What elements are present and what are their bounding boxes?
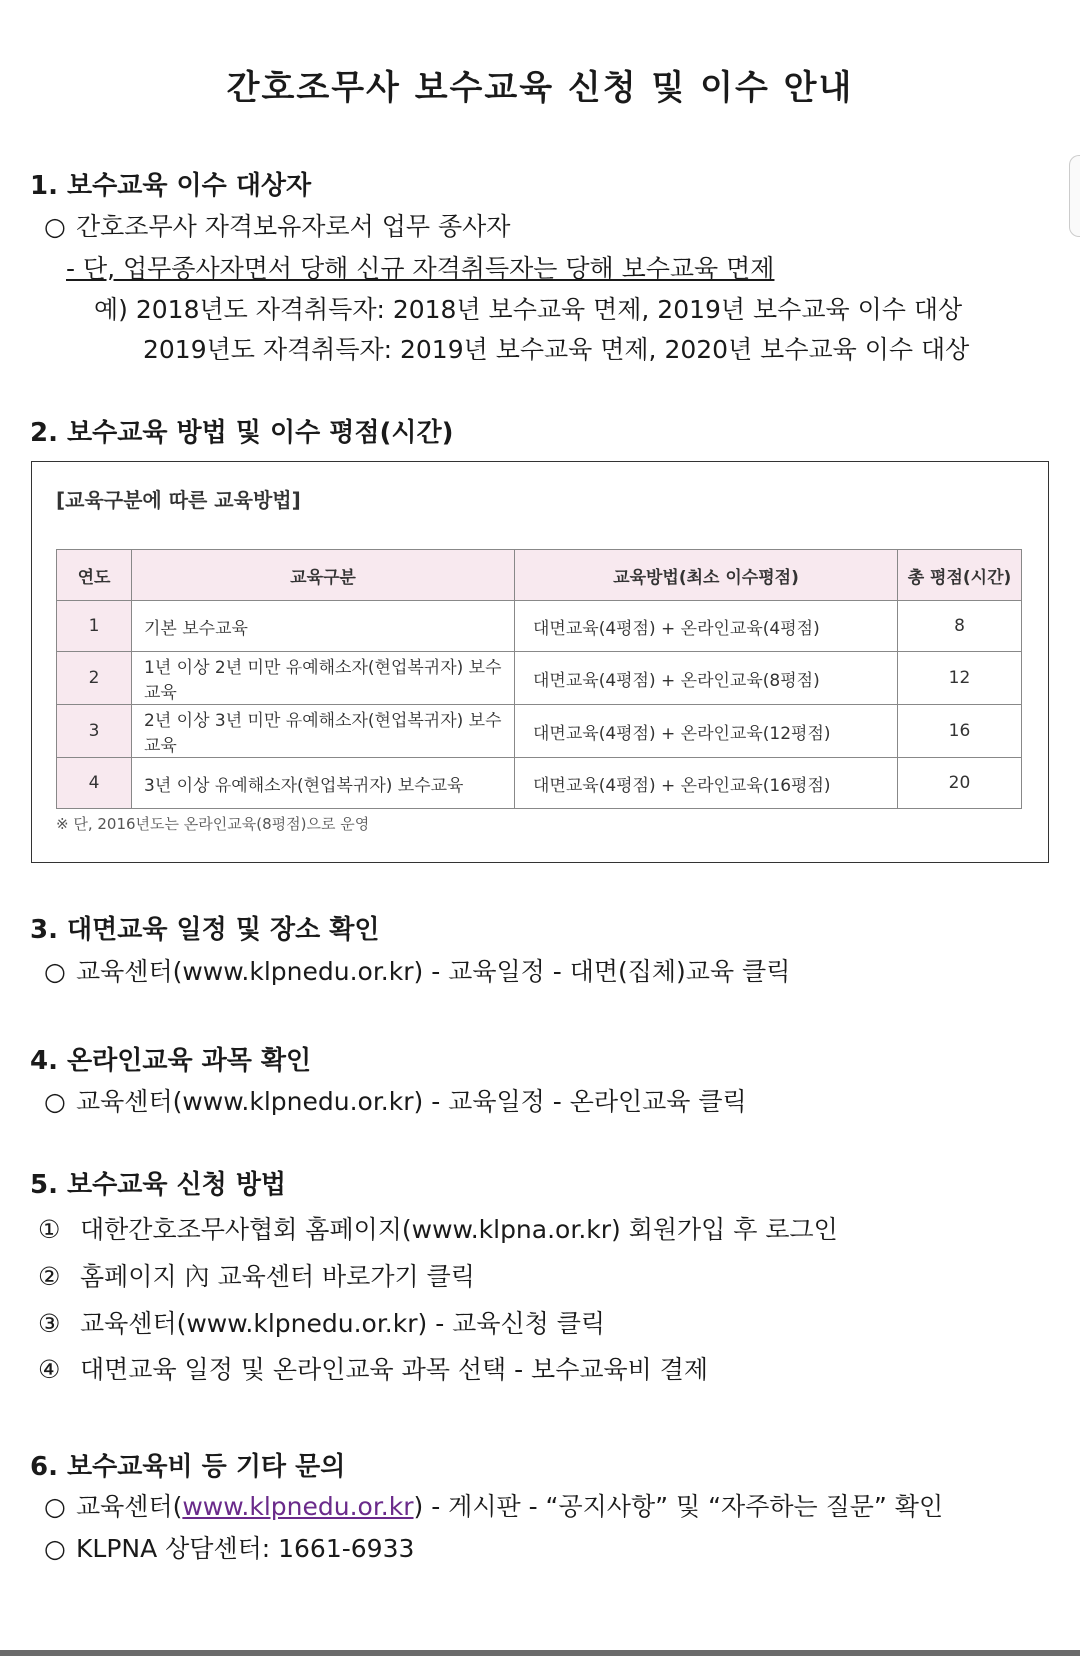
table-row [57,601,1022,652]
step-text: 대면교육 일정 및 온라인교육 과목 선택 - 보수교육비 결제 [80,1355,709,1384]
s6-line-1-suffix: ) - 게시판 - “공지사항” 및 “자주하는 질문” 확인 [413,1492,944,1521]
s5-step-3 [38,1304,605,1340]
step-number: ② [38,1262,61,1291]
bullet: ○ [44,957,66,986]
cell-year: 4 [57,758,132,809]
education-center-link[interactable]: www.klpnedu.or.kr [182,1492,414,1521]
table-row [57,705,1022,758]
step-number: ④ [38,1355,61,1384]
s6-line-1-prefix: 교육센터( [76,1492,183,1521]
cell-category: 2년 이상 3년 미만 유예해소자(현업복귀자) 보수교육 [132,705,515,758]
section-1-heading: 1. 보수교육 이수 대상자 [30,171,312,201]
bullet: ○ [44,1534,66,1563]
table-footnote: ※ 단, 2016년도는 온라인교육(8평점)으로 운영 [56,815,370,833]
section-3-heading: 3. 대면교육 일정 및 장소 확인 [30,915,380,945]
s5-step-4 [38,1350,708,1386]
cell-category: 1년 이상 2년 미만 유예해소자(현업복귀자) 보수교육 [132,652,515,705]
cell-method: 대면교육(4평점) + 온라인교육(12평점) [515,705,898,758]
step-number: ① [38,1215,61,1244]
cell-total: 8 [898,601,1022,652]
step-text: 대한간호조무사협회 홈페이지(www.klpna.or.kr) 회원가입 후 로그인 [80,1215,838,1244]
s1-example-2: 2019년도 자격취득자: 2019년 보수교육 면제, 2020년 보수교육 이수 대상 [143,335,970,364]
education-method-box [31,461,1049,863]
page-title: 간호조무사 보수교육 신청 및 이수 안내 [226,68,854,108]
cell-method: 대면교육(4평점) + 온라인교육(8평점) [515,652,898,705]
bullet: ○ [44,1492,66,1521]
section-6-heading: 6. 보수교육비 등 기타 문의 [30,1452,346,1482]
cell-year: 3 [57,705,132,758]
section-4-heading: 4. 온라인교육 과목 확인 [30,1046,312,1076]
bullet: ○ [44,1087,66,1116]
table-row [57,758,1022,809]
cell-total: 20 [898,758,1022,809]
table-caption: [교육구분에 따른 교육방법] [56,488,301,512]
s1-line-1-text: 간호조무사 자격보유자로서 업무 종사자 [76,212,511,241]
s1-line-1 [44,207,510,243]
s3-line-1 [44,952,790,988]
cell-category: 3년 이상 유예해소자(현업복귀자) 보수교육 [132,758,515,809]
table-row [57,652,1022,705]
s4-line-1-text: 교육센터(www.klpnedu.or.kr) - 교육일정 - 온라인교육 클릭 [76,1087,747,1116]
step-text: 홈페이지 內 교육센터 바로가기 클릭 [80,1262,475,1291]
s1-example-1: 예) 2018년도 자격취득자: 2018년 보수교육 면제, 2019년 보수교육 이수 대상 [94,295,963,324]
s6-line-2-text: KLPNA 상담센터: 1661-6933 [76,1534,415,1563]
header-category: 교육구분 [132,550,515,601]
s5-step-2 [38,1257,475,1293]
cell-total: 12 [898,652,1022,705]
bullet: ○ [44,212,66,241]
cell-method: 대면교육(4평점) + 온라인교육(16평점) [515,758,898,809]
section-2-heading: 2. 보수교육 방법 및 이수 평점(시간) [30,418,454,448]
s1-exception-note: - 단, 업무종사자면서 당해 신규 자격취득자는 당해 보수교육 면제 [66,254,775,283]
cell-year: 2 [57,652,132,705]
bottom-divider [0,1650,1080,1656]
s3-line-1-text: 교육센터(www.klpnedu.or.kr) - 교육일정 - 대면(집체)교육 클릭 [76,957,791,986]
s6-line-2 [44,1529,414,1565]
s6-line-1 [44,1487,943,1523]
step-number: ③ [38,1309,61,1338]
step-text: 교육센터(www.klpnedu.or.kr) - 교육신청 클릭 [80,1309,606,1338]
header-total: 총 평점(시간) [898,550,1022,601]
table-header-row [57,550,1022,601]
header-method: 교육방법(최소 이수평점) [515,550,898,601]
header-year: 연도 [57,550,132,601]
cell-method: 대면교육(4평점) + 온라인교육(4평점) [515,601,898,652]
cell-total: 16 [898,705,1022,758]
education-table [56,549,1022,809]
cell-year: 1 [57,601,132,652]
section-5-heading: 5. 보수교육 신청 방법 [30,1170,287,1200]
s5-step-1 [38,1210,838,1246]
scroll-indicator[interactable] [1069,155,1080,237]
cell-category: 기본 보수교육 [132,601,515,652]
s4-line-1 [44,1082,747,1118]
